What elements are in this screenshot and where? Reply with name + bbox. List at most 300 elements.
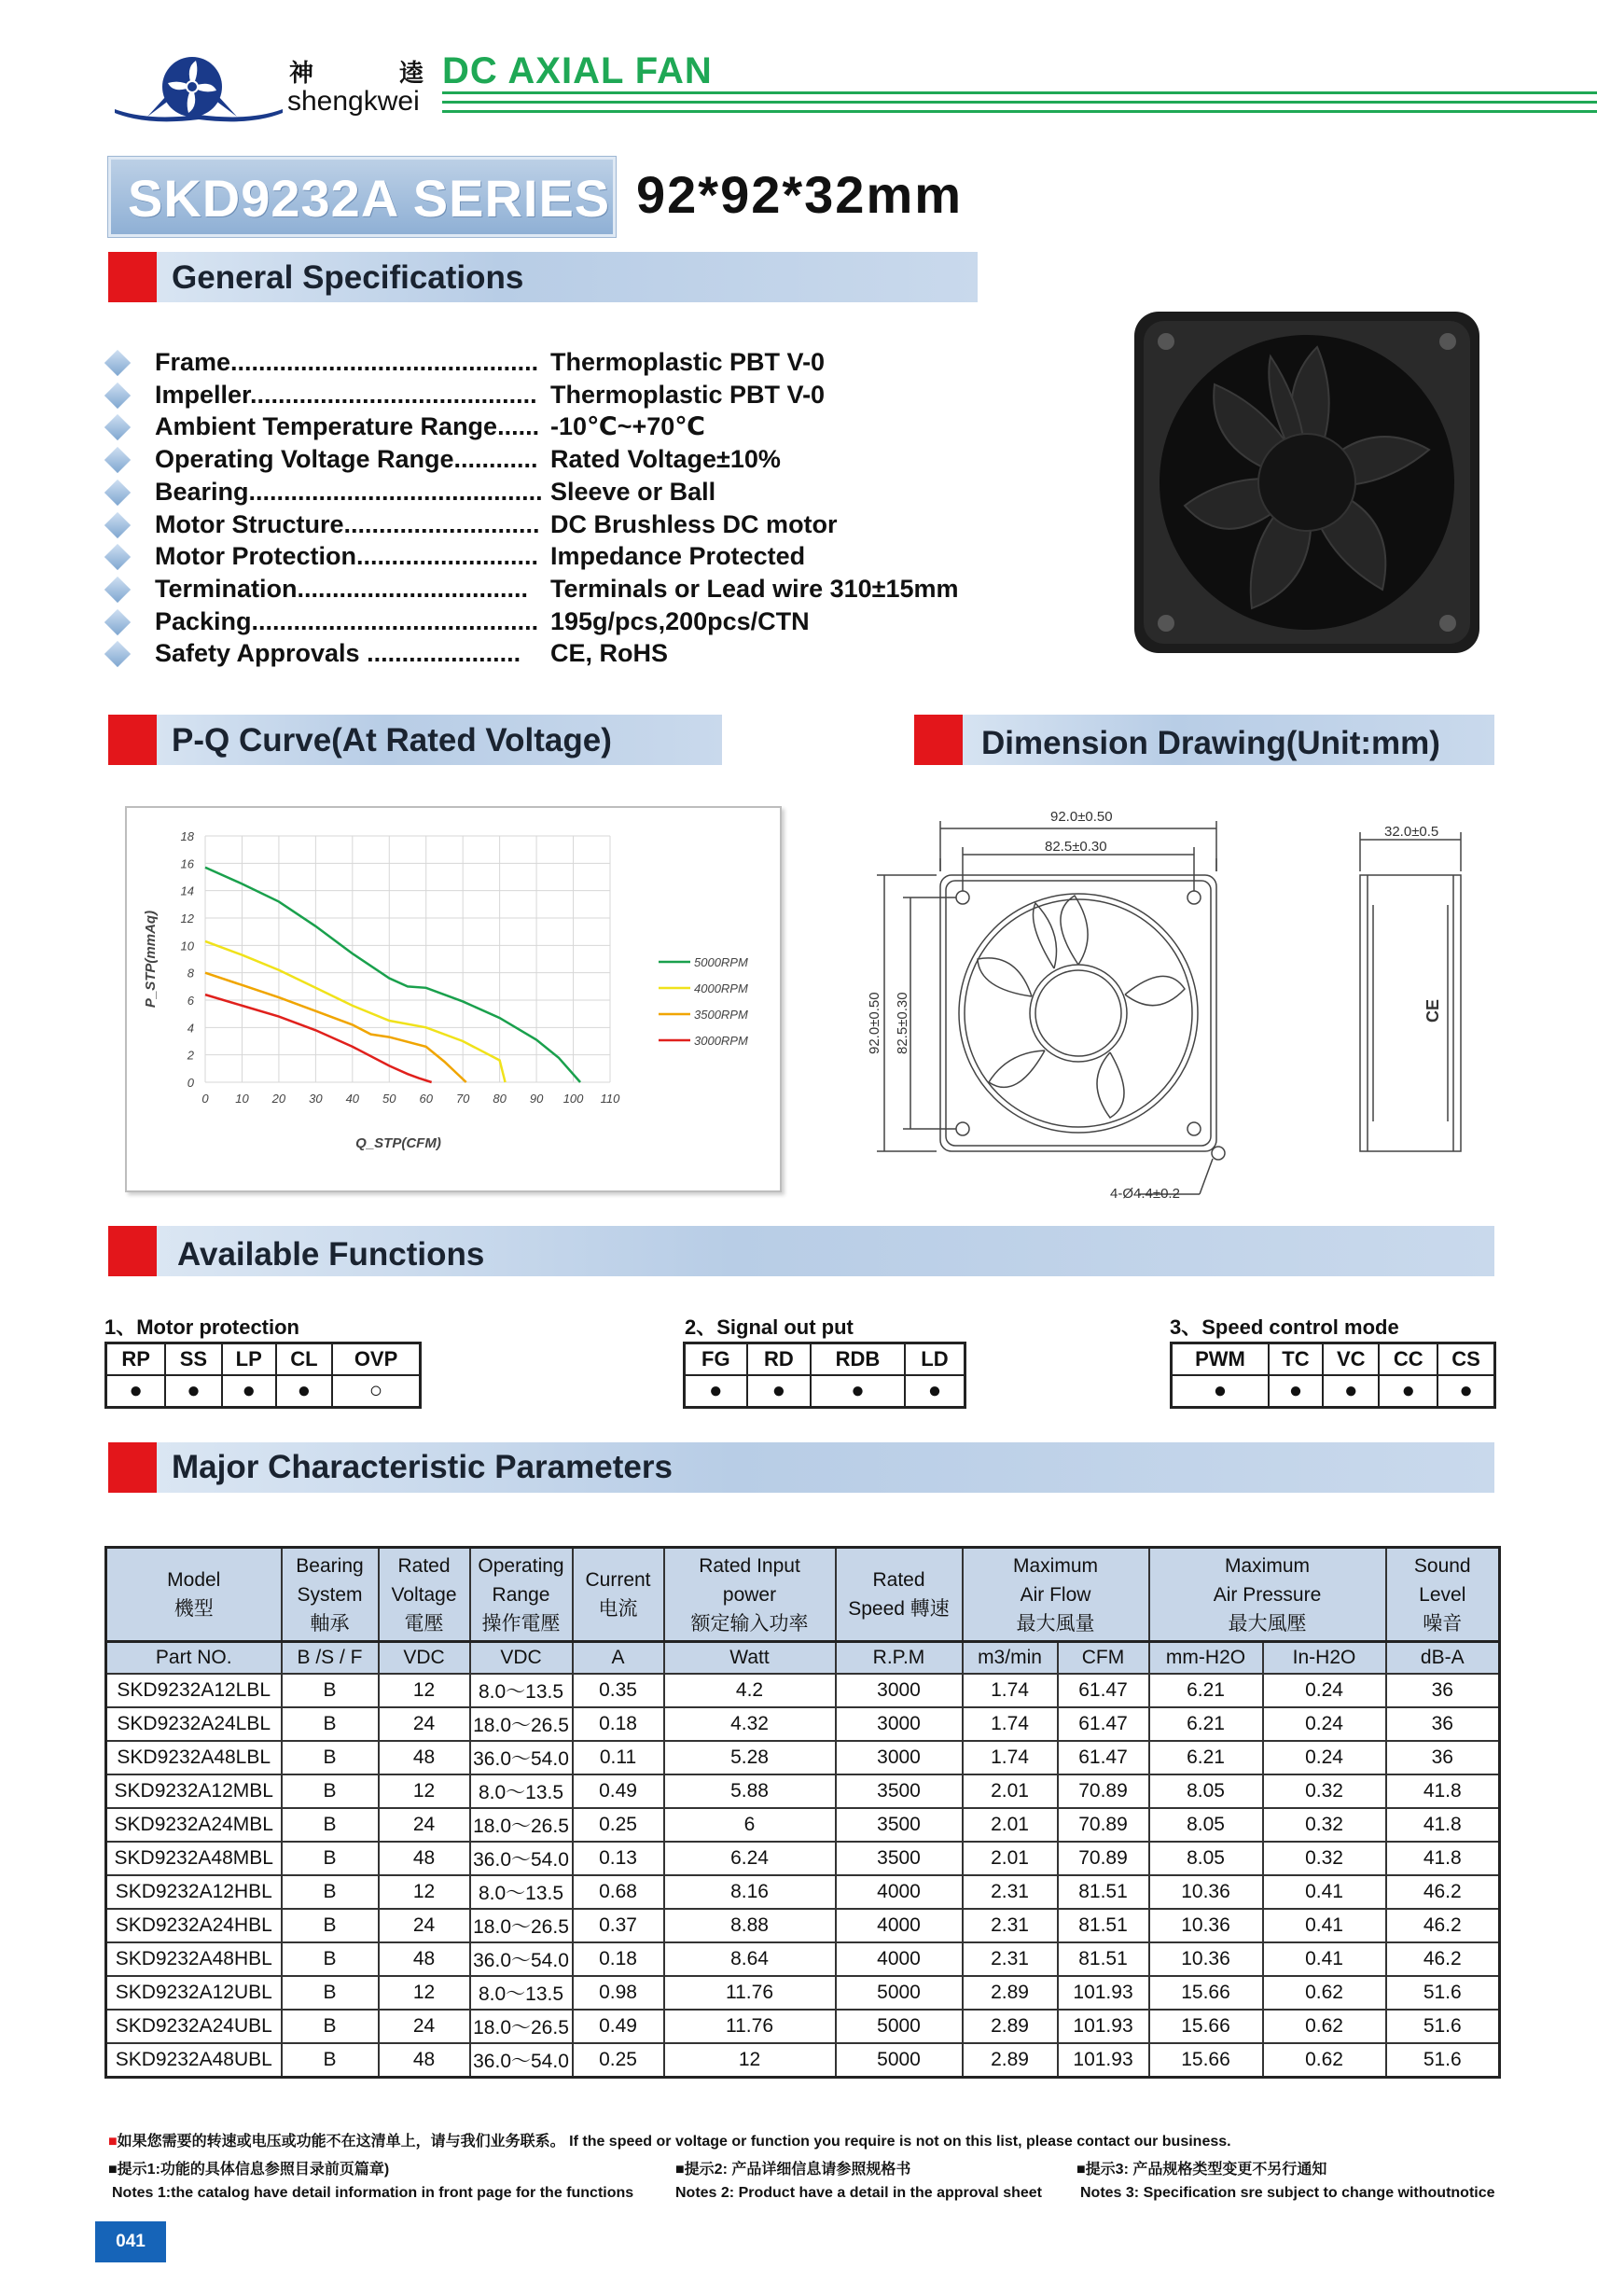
table-cell: 18.0～26.5 [470, 1808, 573, 1842]
fn-speed-table [1170, 1342, 1496, 1409]
x-tick-label: 50 [382, 1092, 396, 1106]
fn-col: CL [276, 1343, 332, 1376]
th-operating: Operating Range 操作電壓 [470, 1548, 573, 1642]
table-cell: 2.01 [963, 1842, 1058, 1875]
section-major [108, 1442, 1494, 1493]
spec-value: 195g/pcs,200pcs/CTN [550, 606, 810, 635]
table-cell: SKD9232A12UBL [106, 1976, 282, 2010]
fn-mark: ● [685, 1375, 747, 1408]
diamond-bullet-icon [104, 480, 131, 506]
table-cell: 6.24 [664, 1842, 836, 1875]
y-tick-label: 16 [180, 856, 194, 871]
unit-cell: Watt [664, 1642, 836, 1675]
table-cell: 24 [379, 1707, 470, 1741]
y-tick-label: 8 [187, 966, 194, 981]
spec-row [103, 445, 970, 477]
note-2: Notes 2: Product have a detail in the approval sheet [675, 2185, 1042, 2201]
table-cell: 4000 [836, 1875, 963, 1909]
fn-col: OVP [332, 1343, 420, 1376]
unit-cell: Part NO. [106, 1642, 282, 1675]
spec-value: -10℃~+70℃ [550, 412, 705, 441]
fan-image-icon [1131, 310, 1483, 655]
table-cell: 41.8 [1386, 1774, 1500, 1808]
x-tick-label: 10 [235, 1092, 249, 1106]
table-cell: 3500 [836, 1808, 963, 1842]
table-cell: 0.41 [1263, 1875, 1386, 1909]
table-cell: B [282, 1808, 379, 1842]
fn-mark: ○ [332, 1375, 420, 1408]
table-cell: 10.36 [1149, 1875, 1263, 1909]
y-tick-label: 0 [187, 1076, 194, 1090]
legend-label: 4000RPM [694, 981, 748, 995]
table-cell: 8.05 [1149, 1774, 1263, 1808]
note-tip-3: ■提示3: 产品规格类型变更不另行通知 [1076, 2162, 1327, 2178]
table-cell: 101.93 [1058, 2043, 1149, 2078]
fn-col: LP [222, 1343, 276, 1376]
table-cell: 0.98 [573, 1976, 664, 2010]
table-cell: SKD9232A24MBL [106, 1808, 282, 1842]
series-size: 92*92*32mm [636, 165, 964, 224]
table-cell: 70.89 [1058, 1842, 1149, 1875]
table-cell: 0.24 [1263, 1674, 1386, 1707]
dim-width-inner: 82.5±0.30 [1045, 839, 1107, 855]
y-tick-label: 12 [180, 911, 194, 925]
th-airflow: Maximum Air Flow 最大風量 [963, 1548, 1149, 1642]
table-cell: 2.31 [963, 1909, 1058, 1942]
y-tick-label: 10 [180, 939, 194, 953]
diamond-bullet-icon [104, 608, 131, 634]
table-cell: 3000 [836, 1741, 963, 1774]
table-cell: 5000 [836, 1976, 963, 2010]
table-row [106, 1842, 1500, 1875]
table-cell: 2.89 [963, 2043, 1058, 2078]
note-1: Notes 1:the catalog have detail information in front page for the functions [112, 2185, 634, 2201]
th-pressure: Maximum Air Pressure 最大風壓 [1149, 1548, 1386, 1642]
table-cell: 0.68 [573, 1875, 664, 1909]
fn-signal-title: 2、Signal out put [685, 1315, 854, 1339]
table-cell: SKD9232A48HBL [106, 1942, 282, 1976]
section-functions [108, 1226, 1494, 1276]
unit-cell: A [573, 1642, 664, 1675]
series-name: SKD9232A SERIES [128, 169, 611, 228]
table-cell: 51.6 [1386, 2010, 1500, 2043]
table-cell: 8.0～13.5 [470, 1674, 573, 1707]
table-cell: 61.47 [1058, 1707, 1149, 1741]
table-cell: 36 [1386, 1707, 1500, 1741]
spec-value: Thermoplastic PBT V-0 [550, 348, 826, 376]
table-cell: 0.62 [1263, 1976, 1386, 2010]
table-cell: 11.76 [664, 2010, 836, 2043]
spec-value: Terminals or Lead wire 310±15mm [550, 574, 959, 603]
table-cell: 3000 [836, 1707, 963, 1741]
table-cell: 70.89 [1058, 1774, 1149, 1808]
fn-mark: ● [905, 1375, 965, 1408]
table-cell: 8.64 [664, 1942, 836, 1976]
table-cell: 1.74 [963, 1674, 1058, 1707]
note-3: Notes 3: Specification sre subject to change withoutnotice [1080, 2185, 1495, 2201]
table-cell: 0.35 [573, 1674, 664, 1707]
table-cell: 0.32 [1263, 1842, 1386, 1875]
table-cell: 2.89 [963, 2010, 1058, 2043]
fn-mark: ● [1269, 1375, 1323, 1408]
table-cell: 12 [379, 1774, 470, 1808]
table-cell: 24 [379, 1808, 470, 1842]
x-tick-label: 60 [419, 1092, 433, 1106]
spec-value: CE, RoHS [550, 639, 669, 668]
table-cell: 3500 [836, 1842, 963, 1875]
table-row [106, 1976, 1500, 2010]
y-tick-label: 14 [180, 884, 194, 898]
x-axis-label: Q_STP(CFM) [355, 1135, 441, 1151]
table-cell: B [282, 2043, 379, 2078]
unit-cell: B /S / F [282, 1642, 379, 1675]
spec-row [103, 575, 970, 606]
header-title: DC AXIAL FAN [442, 50, 713, 91]
table-cell: 15.66 [1149, 2010, 1263, 2043]
fn-mark: ● [106, 1375, 166, 1408]
spec-row [103, 607, 970, 639]
section-general-title: General Specifications [172, 259, 524, 296]
table-cell: 0.25 [573, 1808, 664, 1842]
spec-label: Packing......................................... [155, 606, 539, 635]
unit-cell: In-H2O [1263, 1642, 1386, 1675]
note-tip-1: ■提示1:功能的具体信息参照目录前页篇章) [108, 2162, 390, 2178]
diamond-bullet-icon [104, 447, 131, 473]
table-cell: 3000 [836, 1674, 963, 1707]
fn-col: CS [1437, 1343, 1494, 1376]
table-cell: 15.66 [1149, 1976, 1263, 2010]
table-cell: 2.01 [963, 1774, 1058, 1808]
section-pq [108, 715, 722, 765]
table-cell: 41.8 [1386, 1808, 1500, 1842]
y-tick-label: 2 [187, 1048, 194, 1063]
legend-label: 3000RPM [694, 1034, 748, 1048]
fn-motor-table [104, 1342, 422, 1409]
table-cell: B [282, 1741, 379, 1774]
table-cell: 46.2 [1386, 1909, 1500, 1942]
table-cell: 2.31 [963, 1942, 1058, 1976]
table-cell: 6.21 [1149, 1707, 1263, 1741]
fn-motor-title: 1、Motor protection [104, 1315, 299, 1339]
table-cell: B [282, 1674, 379, 1707]
table-cell: B [282, 1707, 379, 1741]
table-cell: B [282, 1942, 379, 1976]
spec-label: Motor Structure............................ [155, 509, 540, 538]
table-cell: 11.76 [664, 1976, 836, 2010]
table-cell: B [282, 1909, 379, 1942]
table-cell: 0.11 [573, 1741, 664, 1774]
fn-col: RD [747, 1343, 812, 1376]
table-cell: 48 [379, 2043, 470, 2078]
section-functions-title: Available Functions [177, 1236, 485, 1273]
table-cell: 36 [1386, 1674, 1500, 1707]
fn-col: SS [165, 1343, 221, 1376]
table-cell: 4000 [836, 1909, 963, 1942]
table-cell: 48 [379, 1741, 470, 1774]
table-cell: 2.31 [963, 1875, 1058, 1909]
x-tick-label: 40 [345, 1092, 360, 1106]
spec-value: DC Brushless DC motor [550, 509, 838, 538]
dimension-drawing [858, 802, 1511, 1213]
table-cell: 10.36 [1149, 1942, 1263, 1976]
fn-col: FG [685, 1343, 747, 1376]
x-tick-label: 110 [600, 1092, 620, 1106]
dim-height-outer: 92.0±0.50 [867, 992, 882, 1054]
table-cell: 4000 [836, 1942, 963, 1976]
x-tick-label: 90 [529, 1092, 544, 1106]
table-row [106, 1707, 1500, 1741]
table-cell: 81.51 [1058, 1909, 1149, 1942]
legend-label: 3500RPM [694, 1008, 748, 1022]
table-cell: 0.18 [573, 1707, 664, 1741]
spec-row [103, 412, 970, 444]
table-cell: 12 [379, 1875, 470, 1909]
fn-mark: ● [1172, 1375, 1269, 1408]
table-cell: SKD9232A48MBL [106, 1842, 282, 1875]
th-bearing: Bearing System 軸承 [282, 1548, 379, 1642]
table-cell: 5000 [836, 2010, 963, 2043]
table-cell: 5000 [836, 2043, 963, 2078]
spec-label: Ambient Temperature Range...... [155, 412, 540, 441]
table-cell: 48 [379, 1942, 470, 1976]
table-cell: 3500 [836, 1774, 963, 1808]
diamond-bullet-icon [104, 511, 131, 537]
table-cell: 5.88 [664, 1774, 836, 1808]
table-cell: SKD9232A24LBL [106, 1707, 282, 1741]
table-cell: SKD9232A48UBL [106, 2043, 282, 2078]
ce-mark: CE [1423, 998, 1442, 1023]
th-rated-voltage: Rated Voltage 電壓 [379, 1548, 470, 1642]
table-cell: 18.0～26.5 [470, 2010, 573, 2043]
table-row [106, 1774, 1500, 1808]
table-cell: 0.32 [1263, 1808, 1386, 1842]
table-cell: 4.32 [664, 1707, 836, 1741]
table-cell: 6.21 [1149, 1674, 1263, 1707]
table-row [106, 1674, 1500, 1707]
th-speed: Rated Speed 轉速 [836, 1548, 963, 1642]
table-cell: 12 [664, 2043, 836, 2078]
spec-row [103, 381, 970, 412]
table-row [106, 1741, 1500, 1774]
table-cell: SKD9232A12MBL [106, 1774, 282, 1808]
table-cell: 18.0～26.5 [470, 1909, 573, 1942]
x-tick-label: 70 [455, 1092, 470, 1106]
table-row [106, 1942, 1500, 1976]
table-cell: 61.47 [1058, 1674, 1149, 1707]
x-tick-label: 20 [271, 1092, 286, 1106]
table-cell: 51.6 [1386, 2043, 1500, 2078]
spec-label: Termination................................. [155, 574, 529, 603]
legend-label: 5000RPM [694, 955, 748, 969]
x-tick-label: 0 [201, 1092, 209, 1106]
th-noise: Sound Level 噪音 [1386, 1548, 1500, 1642]
table-cell: 8.0～13.5 [470, 1875, 573, 1909]
spec-label: Safety Approvals ...................... [155, 639, 521, 668]
table-cell: 0.41 [1263, 1942, 1386, 1976]
fn-col: RDB [811, 1343, 905, 1376]
spec-row [103, 542, 970, 574]
table-cell: 0.24 [1263, 1741, 1386, 1774]
table-cell: 1.74 [963, 1707, 1058, 1741]
table-cell: 2.89 [963, 1976, 1058, 2010]
diamond-bullet-icon [104, 544, 131, 570]
table-cell: 48 [379, 1842, 470, 1875]
table-cell: 10.36 [1149, 1909, 1263, 1942]
fn-mark: ● [811, 1375, 905, 1408]
fn-speed-title: 3、Speed control mode [1170, 1315, 1399, 1339]
spec-label: Frame............................................ [155, 348, 539, 376]
table-cell: 46.2 [1386, 1942, 1500, 1976]
diamond-bullet-icon [104, 350, 131, 376]
spec-value: Sleeve or Ball [550, 477, 716, 506]
table-cell: SKD9232A48LBL [106, 1741, 282, 1774]
table-cell: 51.6 [1386, 1976, 1500, 2010]
table-cell: 0.25 [573, 2043, 664, 2078]
spec-label: Bearing.......................................... [155, 477, 543, 506]
diamond-bullet-icon [104, 383, 131, 409]
table-cell: 8.05 [1149, 1842, 1263, 1875]
header-rule-1 [442, 91, 1597, 94]
section-general [108, 252, 978, 302]
table-cell: B [282, 1976, 379, 2010]
x-tick-label: 100 [562, 1092, 584, 1106]
table-cell: 0.41 [1263, 1909, 1386, 1942]
table-cell: 8.05 [1149, 1808, 1263, 1842]
parameters-table [104, 1546, 1501, 2079]
table-cell: B [282, 2010, 379, 2043]
table-cell: 2.01 [963, 1808, 1058, 1842]
fn-col: PWM [1172, 1343, 1269, 1376]
fn-mark: ● [165, 1375, 221, 1408]
fn-mark: ● [1437, 1375, 1494, 1408]
fn-mark: ● [276, 1375, 332, 1408]
fn-col: LD [905, 1343, 965, 1376]
table-cell: 0.62 [1263, 2010, 1386, 2043]
table-cell: SKD9232A12HBL [106, 1875, 282, 1909]
table-row [106, 1808, 1500, 1842]
table-cell: 36.0～54.0 [470, 2043, 573, 2078]
table-cell: 1.74 [963, 1741, 1058, 1774]
table-cell: 6 [664, 1808, 836, 1842]
y-axis-label: P_STP(mmAq) [143, 910, 159, 1009]
dim-width-outer: 92.0±0.50 [1050, 809, 1113, 825]
header-rule-3 [442, 110, 1597, 113]
brand-cn-1: 神 [289, 59, 316, 87]
table-cell: 8.16 [664, 1875, 836, 1909]
table-cell: SKD9232A24UBL [106, 2010, 282, 2043]
table-cell: 4.2 [664, 1674, 836, 1707]
table-cell: 0.24 [1263, 1707, 1386, 1741]
brand-logo [110, 51, 287, 126]
y-tick-label: 4 [187, 1021, 194, 1036]
spec-row [103, 478, 970, 509]
unit-cell: m3/min [963, 1642, 1058, 1675]
table-cell: 8.0～13.5 [470, 1976, 573, 2010]
fan-photo [1131, 310, 1483, 655]
spec-value: Thermoplastic PBT V-0 [550, 380, 826, 409]
spec-label: Operating Voltage Range............ [155, 445, 538, 474]
table-row [106, 2043, 1500, 2078]
brand-cn-2: 逵 [399, 59, 426, 87]
header-rule-2 [442, 101, 1597, 104]
table-cell: 0.37 [573, 1909, 664, 1942]
table-cell: SKD9232A12LBL [106, 1674, 282, 1707]
table-cell: 0.49 [573, 1774, 664, 1808]
fn-col: RP [106, 1343, 166, 1376]
th-model: Model 機型 [106, 1548, 282, 1642]
spec-row [103, 510, 970, 542]
table-cell: 15.66 [1149, 2043, 1263, 2078]
table-cell: 0.32 [1263, 1774, 1386, 1808]
th-current: Current 电流 [573, 1548, 664, 1642]
fn-signal-table [683, 1342, 966, 1409]
fn-col: VC [1323, 1343, 1379, 1376]
series-banner [108, 157, 616, 237]
spec-label: Motor Protection.......................... [155, 542, 539, 571]
table-cell: 12 [379, 1674, 470, 1707]
fn-col: TC [1269, 1343, 1323, 1376]
dimension-drawing-svg [858, 802, 1511, 1213]
table-cell: 0.18 [573, 1942, 664, 1976]
table-cell: B [282, 1774, 379, 1808]
table-cell: 46.2 [1386, 1875, 1500, 1909]
table-cell: B [282, 1842, 379, 1875]
spec-row [103, 348, 970, 380]
unit-cell: VDC [379, 1642, 470, 1675]
series-line-4000RPM [205, 941, 506, 1082]
note-line-1: ■如果您需要的转速或电压或功能不在这清单上，请与我们业务联系。 If the speed or voltage or function you require is not on this list, please contact our business. [108, 2134, 1231, 2150]
spec-label: Impeller......................................... [155, 380, 537, 409]
th-power: Rated Input power 额定输入功率 [664, 1548, 836, 1642]
table-cell: 0.49 [573, 2010, 664, 2043]
fn-mark: ● [1323, 1375, 1379, 1408]
diamond-bullet-icon [104, 577, 131, 603]
section-pq-title: P-Q Curve(At Rated Voltage) [172, 722, 612, 758]
table-cell: 36 [1386, 1741, 1500, 1774]
unit-cell: mm-H2O [1149, 1642, 1263, 1675]
table-cell: 41.8 [1386, 1842, 1500, 1875]
table-cell: 24 [379, 1909, 470, 1942]
table-cell: 101.93 [1058, 1976, 1149, 2010]
series-line-5000RPM [205, 868, 580, 1082]
fn-mark: ● [222, 1375, 276, 1408]
table-cell: 70.89 [1058, 1808, 1149, 1842]
table-cell: 18.0～26.5 [470, 1707, 573, 1741]
x-tick-label: 80 [493, 1092, 507, 1106]
section-dimension [914, 715, 1494, 765]
table-row [106, 1909, 1500, 1942]
pq-chart [125, 806, 782, 1192]
table-cell: 81.51 [1058, 1875, 1149, 1909]
table-cell: 0.62 [1263, 2043, 1386, 2078]
table-cell: 12 [379, 1976, 470, 2010]
unit-cell: dB-A [1386, 1642, 1500, 1675]
spec-value: Rated Voltage±10% [550, 445, 781, 474]
table-cell: 81.51 [1058, 1942, 1149, 1976]
pq-chart-svg [127, 808, 780, 1190]
table-cell: 36.0～54.0 [470, 1942, 573, 1976]
table-cell: SKD9232A24HBL [106, 1909, 282, 1942]
y-tick-label: 18 [180, 829, 194, 843]
fn-col: CC [1379, 1343, 1437, 1376]
x-tick-label: 30 [309, 1092, 323, 1106]
table-cell: 6.21 [1149, 1741, 1263, 1774]
diamond-bullet-icon [104, 414, 131, 440]
spec-row [103, 639, 970, 671]
table-cell: 36.0～54.0 [470, 1842, 573, 1875]
dim-holes: 4-Ø4.4±0.2 [1110, 1186, 1180, 1202]
table-cell: 101.93 [1058, 2010, 1149, 2043]
